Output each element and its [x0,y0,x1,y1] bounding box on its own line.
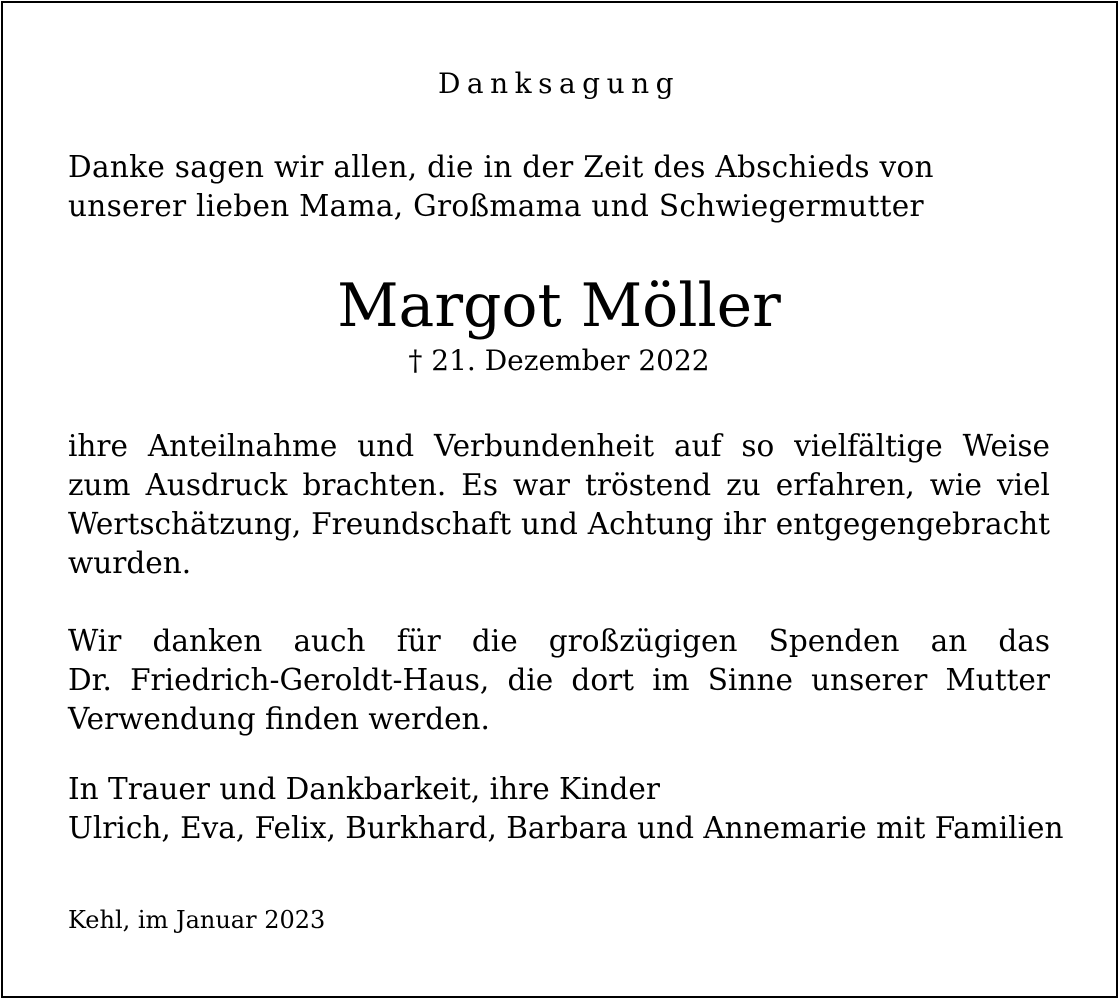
notice-heading: Danksagung [437,67,681,100]
paragraph-line: Verwendung finden werden. [68,702,490,736]
paragraph-line: ihre Anteilnahme und Verbundenheit auf so vielfältige Weise [68,429,1050,463]
death-date: † 21. Dezember 2022 [408,344,710,377]
place-date: Kehl, im Januar 2023 [68,906,326,934]
paragraph-line: Wertschätzung, Freundschaft und Achtung ihr entgegengebracht [68,507,1050,541]
signature-line: Ulrich, Eva, Felix, Burkhard, Barbara und Annemarie mit Familien [68,811,1064,845]
intro-line: unserer lieben Mama, Großmama und Schwiegermutter [68,189,924,223]
paragraph-line: Wir danken auch für die großzügigen Spenden an das [68,624,1050,658]
deceased-name: Margot Möller [337,271,781,341]
signature-line: In Trauer und Dankbarkeit, ihre Kinder [68,772,660,806]
donation-paragraph [68,622,1050,739]
intro-paragraph [68,148,1050,226]
paragraph-line: Dr. Friedrich-Geroldt-Haus, die dort im Sinne unserer Mutter [68,663,1050,697]
signature-block [68,770,1064,848]
paragraph-line: wurden. [68,546,192,580]
intro-line: Danke sagen wir allen, die in der Zeit des Abschieds von [68,150,934,184]
paragraph-line: zum Ausdruck brachten. Es war tröstend zu erfahren, wie viel [68,468,1050,502]
gratitude-paragraph [68,427,1050,583]
